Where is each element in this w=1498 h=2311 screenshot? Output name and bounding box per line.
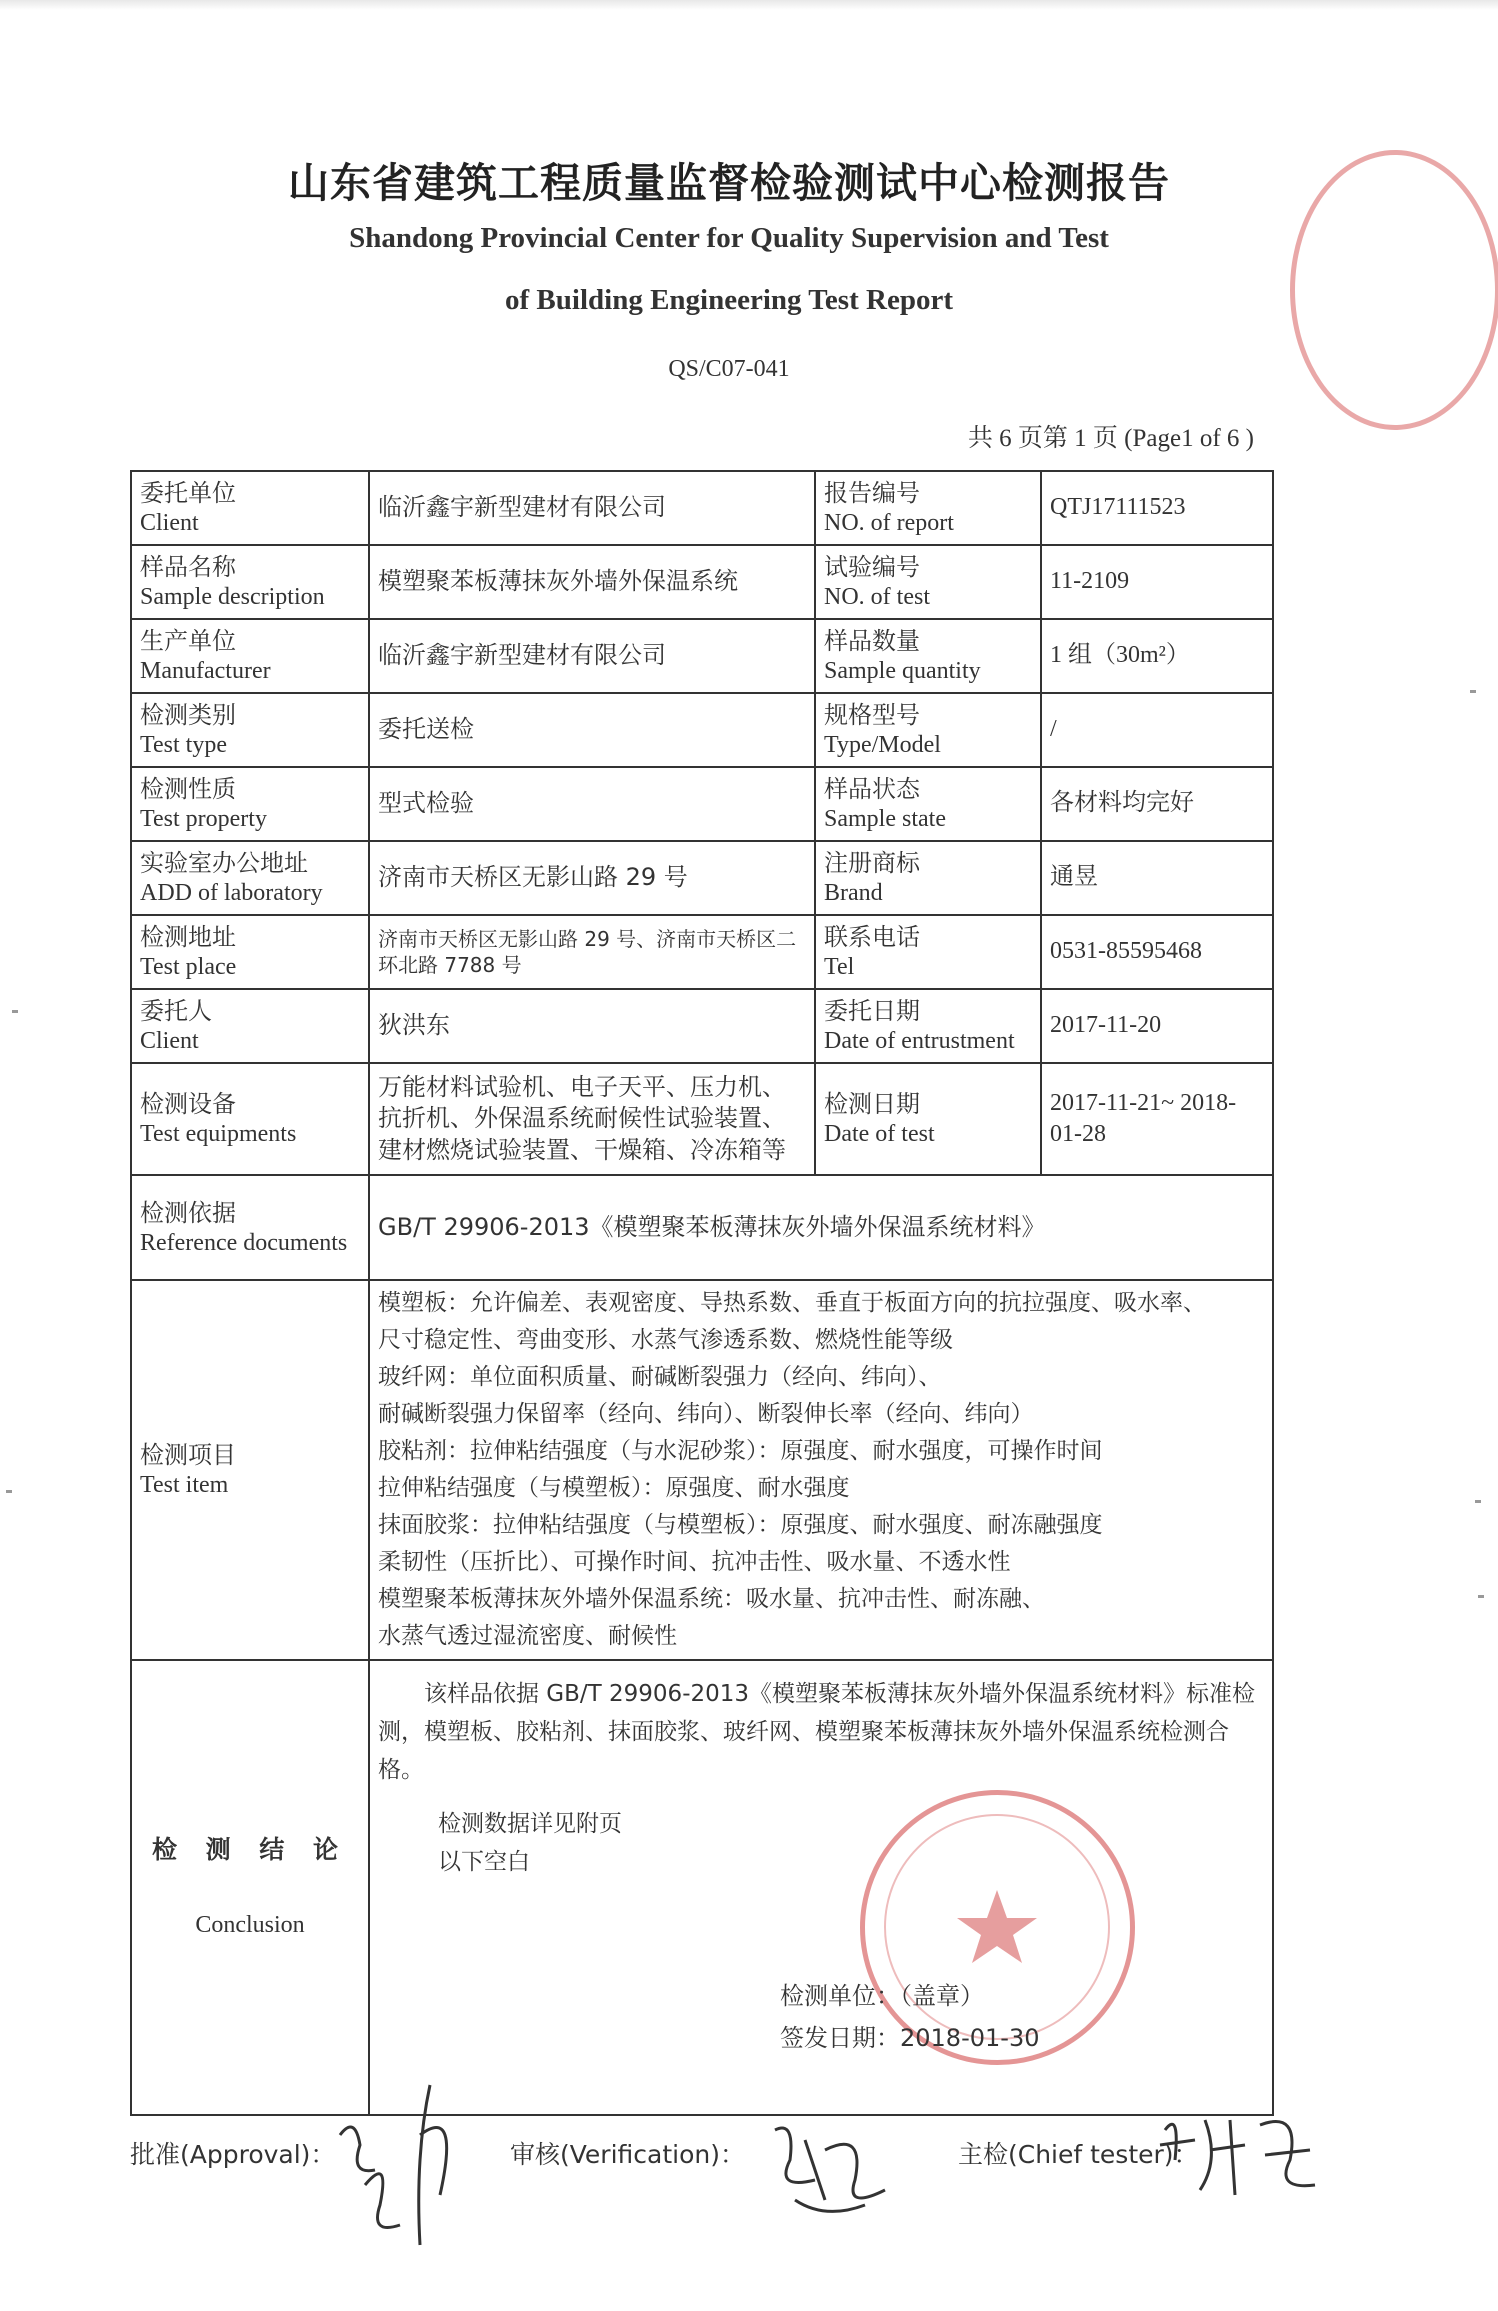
field-label-cn: 委托人 [140, 997, 212, 1025]
conclusion-text: 该样品依据 GB/T 29906-2013《模塑聚苯板薄抹灰外墙外保温系统材料》标准检测，模塑板、胶粘剂、抹面胶浆、玻纤网、模塑聚苯板薄抹灰外墙外保温系统检测合格。 [378, 1681, 1256, 1783]
info-row [131, 619, 1273, 693]
field-label-en: Test equipments [140, 1121, 297, 1147]
issuer-block [780, 1975, 1039, 2059]
field-label-cn: 样品状态 [824, 775, 920, 803]
verification-label: 审核(Verification)： [510, 2140, 745, 2169]
test-item-line: 水蒸气透过湿流密度、耐候性 [378, 1623, 677, 1649]
report-title-cn: 山东省建筑工程质量监督检验测试中心检测报告 [288, 159, 1170, 207]
report-title-en-line2: of Building Engineering Test Report [505, 284, 953, 316]
conclusion-note-blank: 以下空白 [438, 1849, 530, 1875]
test-item-label-cn: 检测项目 [140, 1441, 236, 1469]
field-label-cn: 委托日期 [824, 997, 920, 1025]
field-label-cn: 注册商标 [824, 849, 920, 877]
test-item-row [131, 1280, 1273, 1660]
scan-speck [12, 1010, 18, 1013]
info-row [131, 693, 1273, 767]
field-label-en: Sample description [140, 584, 325, 610]
field-label-en: Client [140, 510, 199, 536]
field-label-cn: 样品名称 [140, 553, 236, 581]
field-label-en: NO. of report [824, 510, 954, 536]
field-label-en: ADD of laboratory [140, 880, 323, 906]
test-item-line: 尺寸稳定性、弯曲变形、水蒸气渗透系数、燃烧性能等级 [378, 1327, 953, 1353]
field-label-cn: 检测类别 [140, 701, 236, 729]
field-label-en: Type/Model [824, 732, 941, 758]
info-row [131, 989, 1273, 1063]
test-item-line: 玻纤网：单位面积质量、耐碱断裂强力（经向、纬向）、 [378, 1364, 942, 1390]
info-row [131, 915, 1273, 989]
test-item-line: 抹面胶浆：拉伸粘结强度（与模塑板）：原强度、耐水强度、耐冻融强度 [378, 1512, 1103, 1538]
test-item-line: 胶粘剂：拉伸粘结强度（与水泥砂浆）：原强度、耐水强度，可操作时间 [378, 1438, 1103, 1464]
field-value: 临沂鑫宇新型建材有限公司 [378, 493, 666, 522]
field-label-cn: 试验编号 [824, 553, 920, 581]
test-item-list [369, 1280, 1273, 1660]
field-value: 委托送检 [378, 715, 474, 744]
reference-row [131, 1175, 1273, 1280]
test-item-line: 模塑板：允许偏差、表观密度、导热系数、垂直于板面方向的抗拉强度、吸水率、 [378, 1290, 1206, 1316]
approval-label: 批准(Approval)： [130, 2140, 336, 2169]
test-item-line: 耐碱断裂强力保留率（经向、纬向）、断裂伸长率（经向、纬向） [378, 1401, 1034, 1427]
conclusion-label-en: Conclusion [195, 1912, 305, 1939]
field-value: 各材料均完好 [1050, 790, 1194, 817]
field-label-cn: 检测性质 [140, 775, 236, 803]
field-value: 济南市天桥区无影山路 29 号、济南市天桥区二环北路 7788 号 [378, 927, 797, 977]
field-label-en: Date of entrustment [824, 1028, 1015, 1054]
reference-label-cn: 检测依据 [140, 1198, 236, 1227]
field-value: 济南市天桥区无影山路 29 号 [378, 863, 688, 892]
field-label-cn: 联系电话 [824, 923, 920, 951]
field-label-cn: 规格型号 [824, 701, 920, 729]
field-label-en: Client [140, 1028, 199, 1054]
report-title-en-line1: Shandong Provincial Center for Quality Supervision and Test [349, 222, 1109, 254]
field-value: 通昱 [1050, 864, 1098, 891]
issue-date: 2018-01-30 [900, 2024, 1040, 2052]
edge-seal-stamp [1290, 150, 1498, 430]
field-label-en: Brand [824, 880, 883, 906]
test-item-line: 柔韧性（压折比）、可操作时间、抗冲击性、吸水量、不透水性 [378, 1549, 1011, 1575]
field-label-cn: 检测设备 [140, 1090, 236, 1118]
scan-top-edge [0, 0, 1498, 10]
info-row [131, 545, 1273, 619]
field-label-en: NO. of test [824, 584, 930, 610]
field-value: 2017-11-21~ 2018-01-28 [1050, 1089, 1237, 1147]
field-label-en: Manufacturer [140, 658, 271, 684]
field-value: 临沂鑫宇新型建材有限公司 [378, 641, 666, 670]
field-label-cn: 检测日期 [824, 1090, 920, 1118]
field-label-en: Test place [140, 954, 237, 980]
info-row [131, 471, 1273, 545]
field-value: 1 组（30m²） [1050, 642, 1190, 669]
page-info: 共 6 页第 1 页 (Page1 of 6 ) [967, 425, 1254, 452]
field-label-en: Tel [824, 954, 855, 980]
info-row [131, 767, 1273, 841]
test-item-label-en: Test item [140, 1472, 229, 1498]
reference-value: GB/T 29906-2013《模塑聚苯板薄抹灰外墙外保温系统材料》 [369, 1175, 1273, 1280]
field-value: 模塑聚苯板薄抹灰外墙外保温系统 [378, 567, 738, 596]
scan-speck [1470, 690, 1476, 693]
field-value: 11-2109 [1050, 568, 1130, 595]
issuer-label: 检测单位：（盖章） [780, 1982, 984, 2010]
field-label-cn: 报告编号 [824, 479, 920, 507]
test-item-line: 拉伸粘结强度（与模塑板）：原强度、耐水强度 [378, 1475, 850, 1501]
reference-label-en: Reference documents [140, 1229, 348, 1256]
issue-date-label: 签发日期： [780, 2024, 900, 2052]
approval-signature [320, 2075, 490, 2255]
field-label-cn: 实验室办公地址 [140, 849, 308, 877]
field-value: 2017-11-20 [1050, 1012, 1162, 1039]
verification-signature [755, 2110, 905, 2230]
field-label-en: Test property [140, 806, 267, 832]
field-value: QTJ17111523 [1050, 494, 1186, 521]
scan-speck [1475, 1500, 1481, 1503]
conclusion-note-details: 检测数据详见附页 [438, 1811, 622, 1837]
field-label-cn: 检测地址 [140, 923, 236, 951]
field-label-cn: 委托单位 [140, 479, 236, 507]
field-value: / [1050, 716, 1057, 743]
field-value: 型式检验 [378, 789, 474, 818]
chief-tester-label: 主检(Chief tester)： [958, 2140, 1199, 2169]
field-label-en: Sample state [824, 806, 946, 832]
info-row [131, 1063, 1273, 1175]
field-label-cn: 样品数量 [824, 627, 920, 655]
conclusion-label-cn: 检 测 结 论 [151, 1834, 349, 1864]
test-item-line: 模塑聚苯板薄抹灰外墙外保温系统：吸水量、抗冲击性、耐冻融、 [378, 1586, 1045, 1612]
scan-speck [1478, 1595, 1484, 1598]
field-label-en: Date of test [824, 1121, 935, 1147]
field-label-en: Sample quantity [824, 658, 981, 684]
field-value: 0531-85595468 [1050, 938, 1202, 965]
info-row [131, 841, 1273, 915]
field-label-en: Test type [140, 732, 227, 758]
chief-tester-signature [1150, 2100, 1330, 2210]
field-value: 万能材料试验机、电子天平、压力机、抗折机、外保温系统耐候性试验装置、建材燃烧试验装置、干燥箱、冷冻箱等 [378, 1073, 786, 1164]
form-code: QS/C07-041 [668, 356, 790, 382]
scan-speck [6, 1490, 12, 1493]
field-label-cn: 生产单位 [140, 627, 236, 655]
field-value: 狄洪东 [378, 1011, 450, 1040]
